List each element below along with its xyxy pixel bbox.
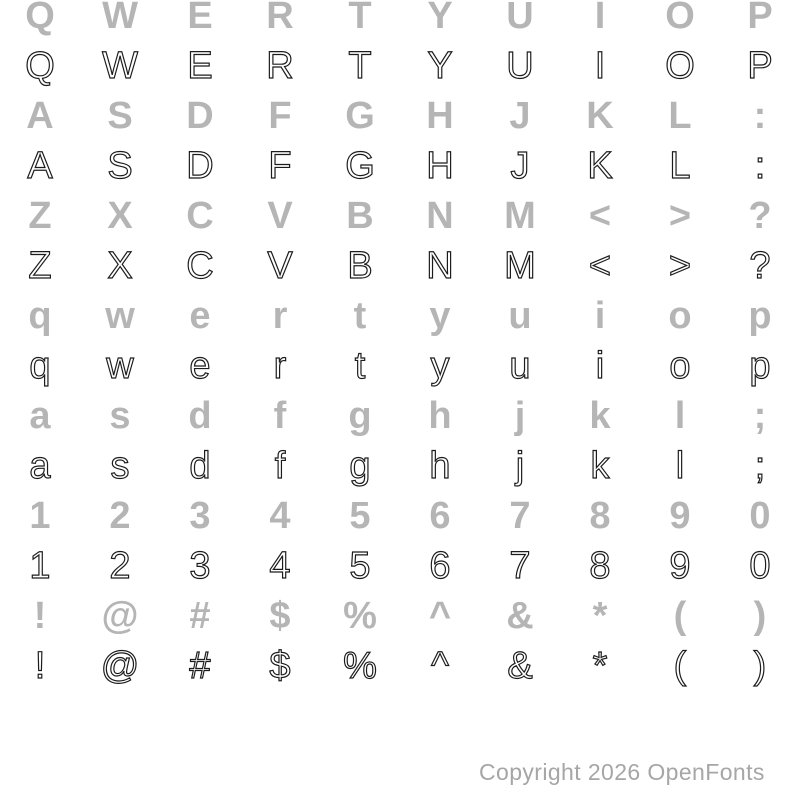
glyph-cell: B <box>346 195 374 237</box>
glyph-cell: 4 <box>269 495 291 537</box>
glyph-cell: ? <box>749 245 771 287</box>
glyph-cell: ? <box>748 195 772 237</box>
glyph-cell: I <box>594 0 606 37</box>
glyph-row <box>0 441 800 491</box>
glyph-cell: 3 <box>189 545 211 587</box>
glyph-cell: 8 <box>589 545 611 587</box>
glyph-cell: & <box>507 645 533 687</box>
glyph-cell: ^ <box>431 645 449 687</box>
glyph-row <box>0 0 800 41</box>
glyph-row <box>0 241 800 291</box>
glyph-cell: M <box>504 245 536 287</box>
glyph-cell: r <box>273 345 287 387</box>
glyph-cell: Z <box>28 195 52 237</box>
glyph-cell: U <box>506 0 534 37</box>
glyph-cell: B <box>347 245 373 287</box>
glyph-cell: @ <box>101 595 139 637</box>
glyph-cell: k <box>589 395 611 437</box>
glyph-cell: W <box>102 0 138 37</box>
glyph-cell: N <box>426 245 454 287</box>
glyph-cell: @ <box>100 645 140 687</box>
glyph-row <box>0 41 800 91</box>
glyph-cell: C <box>186 195 214 237</box>
glyph-cell: r <box>272 295 288 337</box>
glyph-cell: : <box>753 95 767 137</box>
glyph-cell: $ <box>269 595 291 637</box>
glyph-row <box>0 541 800 591</box>
glyph-cell: ! <box>33 595 47 637</box>
glyph-cell: $ <box>269 645 291 687</box>
glyph-cell: d <box>188 395 212 437</box>
glyph-row <box>0 191 800 241</box>
glyph-cell: T <box>348 45 372 87</box>
glyph-cell: X <box>107 195 133 237</box>
glyph-row <box>0 391 800 441</box>
glyph-cell: w <box>105 295 135 337</box>
glyph-cell: K <box>586 95 614 137</box>
glyph-cell: Q <box>25 45 55 87</box>
glyph-cell: ) <box>753 645 767 687</box>
glyph-cell: ( <box>673 645 687 687</box>
glyph-cell: 2 <box>109 495 131 537</box>
glyph-cell: O <box>665 0 695 37</box>
glyph-cell: S <box>107 145 133 187</box>
glyph-cell: g <box>348 395 372 437</box>
glyph-cell: 9 <box>669 545 691 587</box>
glyph-cell: 7 <box>509 545 531 587</box>
glyph-cell: R <box>266 45 294 87</box>
glyph-cell: e <box>189 295 211 337</box>
glyph-cell: E <box>187 0 213 37</box>
glyph-cell: t <box>354 345 366 387</box>
glyph-cell: Q <box>25 0 55 37</box>
glyph-cell: Z <box>28 245 52 287</box>
glyph-cell: f <box>274 445 286 487</box>
glyph-cell: T <box>348 0 372 37</box>
glyph-cell: # <box>189 645 211 687</box>
glyph-cell: 2 <box>109 545 131 587</box>
glyph-cell: a <box>29 395 51 437</box>
glyph-cell: S <box>107 95 133 137</box>
glyph-cell: s <box>109 395 131 437</box>
glyph-cell: w <box>106 345 134 387</box>
glyph-cell: k <box>590 445 610 487</box>
glyph-cell: H <box>426 145 454 187</box>
glyph-cell: q <box>28 295 52 337</box>
glyph-cell: a <box>29 445 51 487</box>
glyph-cell: e <box>189 345 211 387</box>
glyph-cell: o <box>669 345 691 387</box>
glyph-cell: ; <box>753 395 767 437</box>
glyph-cell: A <box>27 145 53 187</box>
glyph-cell: D <box>186 145 214 187</box>
glyph-cell: s <box>110 445 130 487</box>
glyph-cell: U <box>506 45 534 87</box>
glyph-cell: R <box>266 0 294 37</box>
glyph-cell: : <box>754 145 766 187</box>
glyph-cell: 6 <box>429 495 451 537</box>
glyph-cell: ; <box>754 445 766 487</box>
glyph-cell: o <box>668 295 692 337</box>
glyph-cell: p <box>748 295 772 337</box>
glyph-cell: M <box>504 195 536 237</box>
glyph-cell: P <box>747 45 773 87</box>
glyph-cell: > <box>668 245 692 287</box>
glyph-cell: 9 <box>669 495 691 537</box>
glyph-cell: C <box>186 245 214 287</box>
glyph-row <box>0 591 800 641</box>
glyph-cell: V <box>267 245 293 287</box>
glyph-cell: L <box>669 145 691 187</box>
glyph-cell: 3 <box>189 495 211 537</box>
glyph-cell: 1 <box>29 545 51 587</box>
glyph-cell: 7 <box>509 495 531 537</box>
glyph-cell: p <box>749 345 771 387</box>
glyph-cell: P <box>747 0 773 37</box>
copyright-text: Copyright 2026 OpenFonts <box>479 759 765 785</box>
glyph-cell: A <box>26 95 54 137</box>
glyph-cell: X <box>107 245 133 287</box>
glyph-cell: ) <box>753 595 767 637</box>
glyph-cell: j <box>514 395 526 437</box>
glyph-cell: l <box>674 395 686 437</box>
glyph-cell: j <box>515 445 525 487</box>
glyph-cell: < <box>588 195 612 237</box>
glyph-row <box>0 91 800 141</box>
glyph-cell: u <box>509 345 531 387</box>
glyph-cell: * <box>592 595 608 637</box>
glyph-cell: % <box>343 595 377 637</box>
glyph-cell: V <box>267 195 293 237</box>
glyph-cell: 8 <box>589 495 611 537</box>
glyph-cell: D <box>186 95 214 137</box>
glyph-cell: < <box>588 245 612 287</box>
glyph-cell: & <box>506 595 534 637</box>
glyph-cell: % <box>343 645 377 687</box>
glyph-cell: Y <box>427 45 453 87</box>
glyph-cell: t <box>353 295 367 337</box>
glyph-cell: K <box>587 145 613 187</box>
glyph-cell: i <box>594 295 606 337</box>
glyph-cell: J <box>510 145 530 187</box>
glyph-cell: d <box>189 445 211 487</box>
glyph-cell: G <box>345 95 375 137</box>
glyph-cell: l <box>675 445 685 487</box>
glyph-row <box>0 291 800 341</box>
glyph-row <box>0 341 800 391</box>
glyph-cell: > <box>668 195 692 237</box>
glyph-cell: H <box>426 95 454 137</box>
glyph-row <box>0 141 800 191</box>
glyph-cell: O <box>665 45 695 87</box>
glyph-cell: F <box>268 95 292 137</box>
glyph-cell: 1 <box>29 495 51 537</box>
glyph-cell: ! <box>34 645 46 687</box>
glyph-cell: 5 <box>349 545 371 587</box>
glyph-cell: Y <box>427 0 453 37</box>
glyph-cell: u <box>508 295 532 337</box>
glyph-cell: h <box>429 445 451 487</box>
glyph-cell: y <box>430 345 450 387</box>
glyph-cell: f <box>273 395 287 437</box>
glyph-cell: G <box>345 145 375 187</box>
glyph-cell: L <box>668 95 692 137</box>
glyph-cell: g <box>349 445 371 487</box>
glyph-cell: 0 <box>749 545 771 587</box>
glyph-cell: y <box>429 295 451 337</box>
glyph-row <box>0 641 800 691</box>
glyph-cell: F <box>268 145 292 187</box>
glyph-cell: h <box>428 395 452 437</box>
glyph-cell: J <box>509 95 531 137</box>
glyph-cell: # <box>189 595 211 637</box>
glyph-cell: 5 <box>349 495 371 537</box>
glyph-cell: W <box>102 45 138 87</box>
glyph-cell: q <box>29 345 51 387</box>
glyph-cell: N <box>426 195 454 237</box>
glyph-cell: i <box>595 345 605 387</box>
glyph-cell: I <box>594 45 606 87</box>
glyph-cell: * <box>592 645 608 687</box>
glyph-cell: E <box>187 45 213 87</box>
glyph-cell: 4 <box>269 545 291 587</box>
glyph-cell: ^ <box>428 595 452 637</box>
glyph-cell: 0 <box>749 495 771 537</box>
glyph-cell: ( <box>673 595 687 637</box>
glyph-row <box>0 491 800 541</box>
glyph-cell: 6 <box>429 545 451 587</box>
